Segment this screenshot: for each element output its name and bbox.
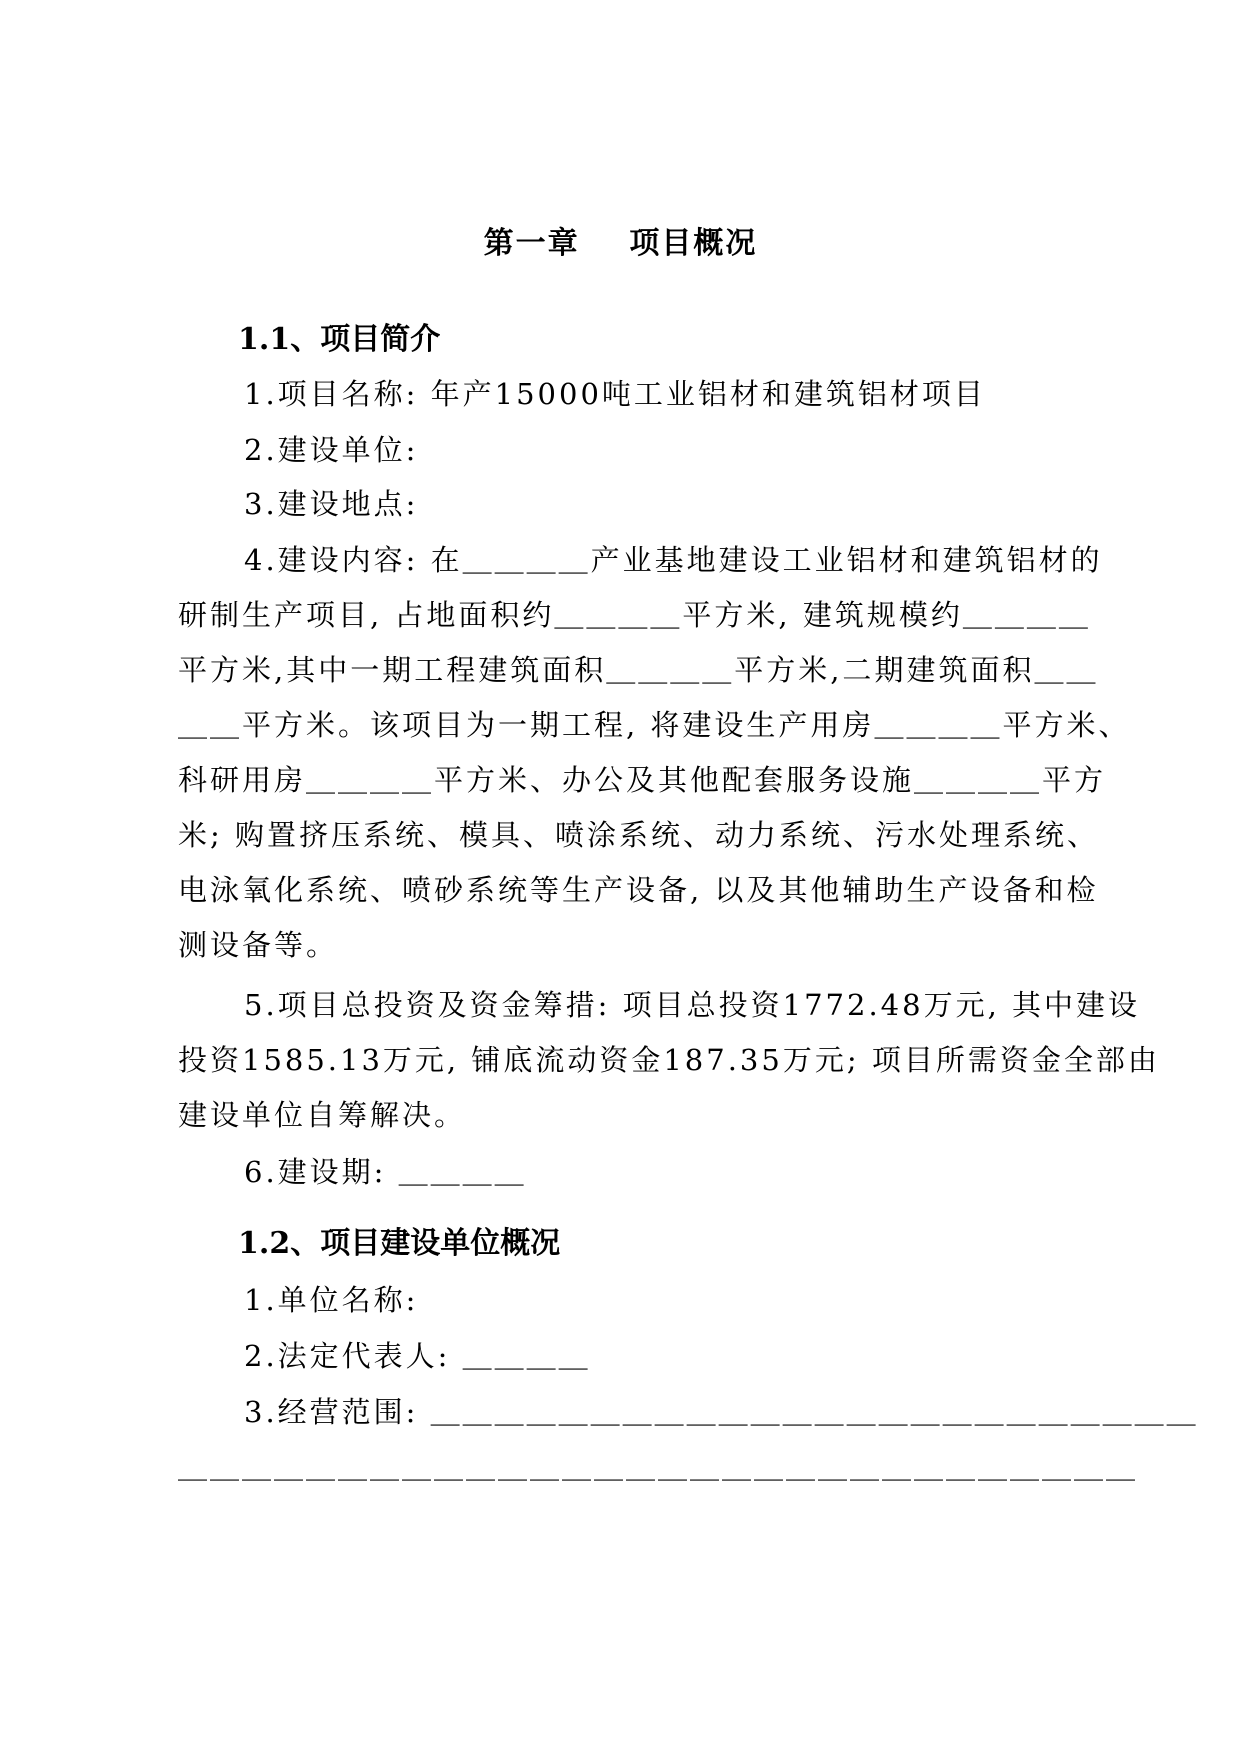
content-line-3: 平方米,其中一期工程建筑面积＿＿＿＿平方米,二期建筑面积＿＿ (178, 653, 1099, 687)
content-line-1: 4.建设内容: 在＿＿＿＿产业基地建设工业铝材和建筑铝材的 (244, 543, 1103, 577)
content-line-4: ＿＿平方米。该项目为一期工程, 将建设生产用房＿＿＿＿平方米、 (178, 708, 1131, 742)
construction-period-line: 6.建设期: ＿＿＿＿ (244, 1155, 527, 1189)
construction-site-line: 3.建设地点: (244, 487, 419, 521)
legal-representative-line: 2.法定代表人: ＿＿＿＿ (244, 1339, 591, 1373)
content-line-5: 科研用房＿＿＿＿平方米、办公及其他配套服务设施＿＿＿＿平方 (178, 763, 1107, 797)
content-line-2: 研制生产项目, 占地面积约＿＿＿＿平方米, 建筑规模约＿＿＿＿ (178, 598, 1091, 632)
project-name-line: 1.项目名称: 年产15000吨工业铝材和建筑铝材项目 (244, 377, 986, 411)
content-line-6: 米; 购置挤压系统、模具、喷涂系统、动力系统、污水处理系统、 (178, 818, 1099, 852)
content-line-7: 电泳氧化系统、喷砂系统等生产设备, 以及其他辅助生产设备和检 (178, 873, 1099, 907)
section-title-1-2: 1.2、项目建设单位概况 (238, 1226, 561, 1261)
chapter-title: 第一章 项目概况 (483, 226, 758, 261)
business-scope-line: 3.经营范围: ＿＿＿＿＿＿＿＿＿＿＿＿＿＿＿＿＿＿＿＿＿＿＿＿ (244, 1395, 1199, 1429)
content-line-8: 测设备等。 (178, 928, 339, 962)
construction-unit-line: 2.建设单位: (244, 433, 419, 467)
section-title-1-1: 1.1、项目简介 (238, 322, 441, 357)
investment-line-2: 投资1585.13万元, 铺底流动资金187.35万元; 项目所需资金全部由 (178, 1043, 1160, 1077)
investment-line-1: 5.项目总投资及资金筹措: 项目总投资1772.48万元, 其中建设 (244, 988, 1141, 1022)
investment-line-3: 建设单位自筹解决。 (178, 1098, 467, 1132)
business-scope-continuation: ＿＿＿＿＿＿＿＿＿＿＿＿＿＿＿＿＿＿＿＿＿＿＿＿＿＿＿＿＿＿ (178, 1450, 1139, 1484)
unit-name-line: 1.单位名称: (244, 1283, 419, 1317)
